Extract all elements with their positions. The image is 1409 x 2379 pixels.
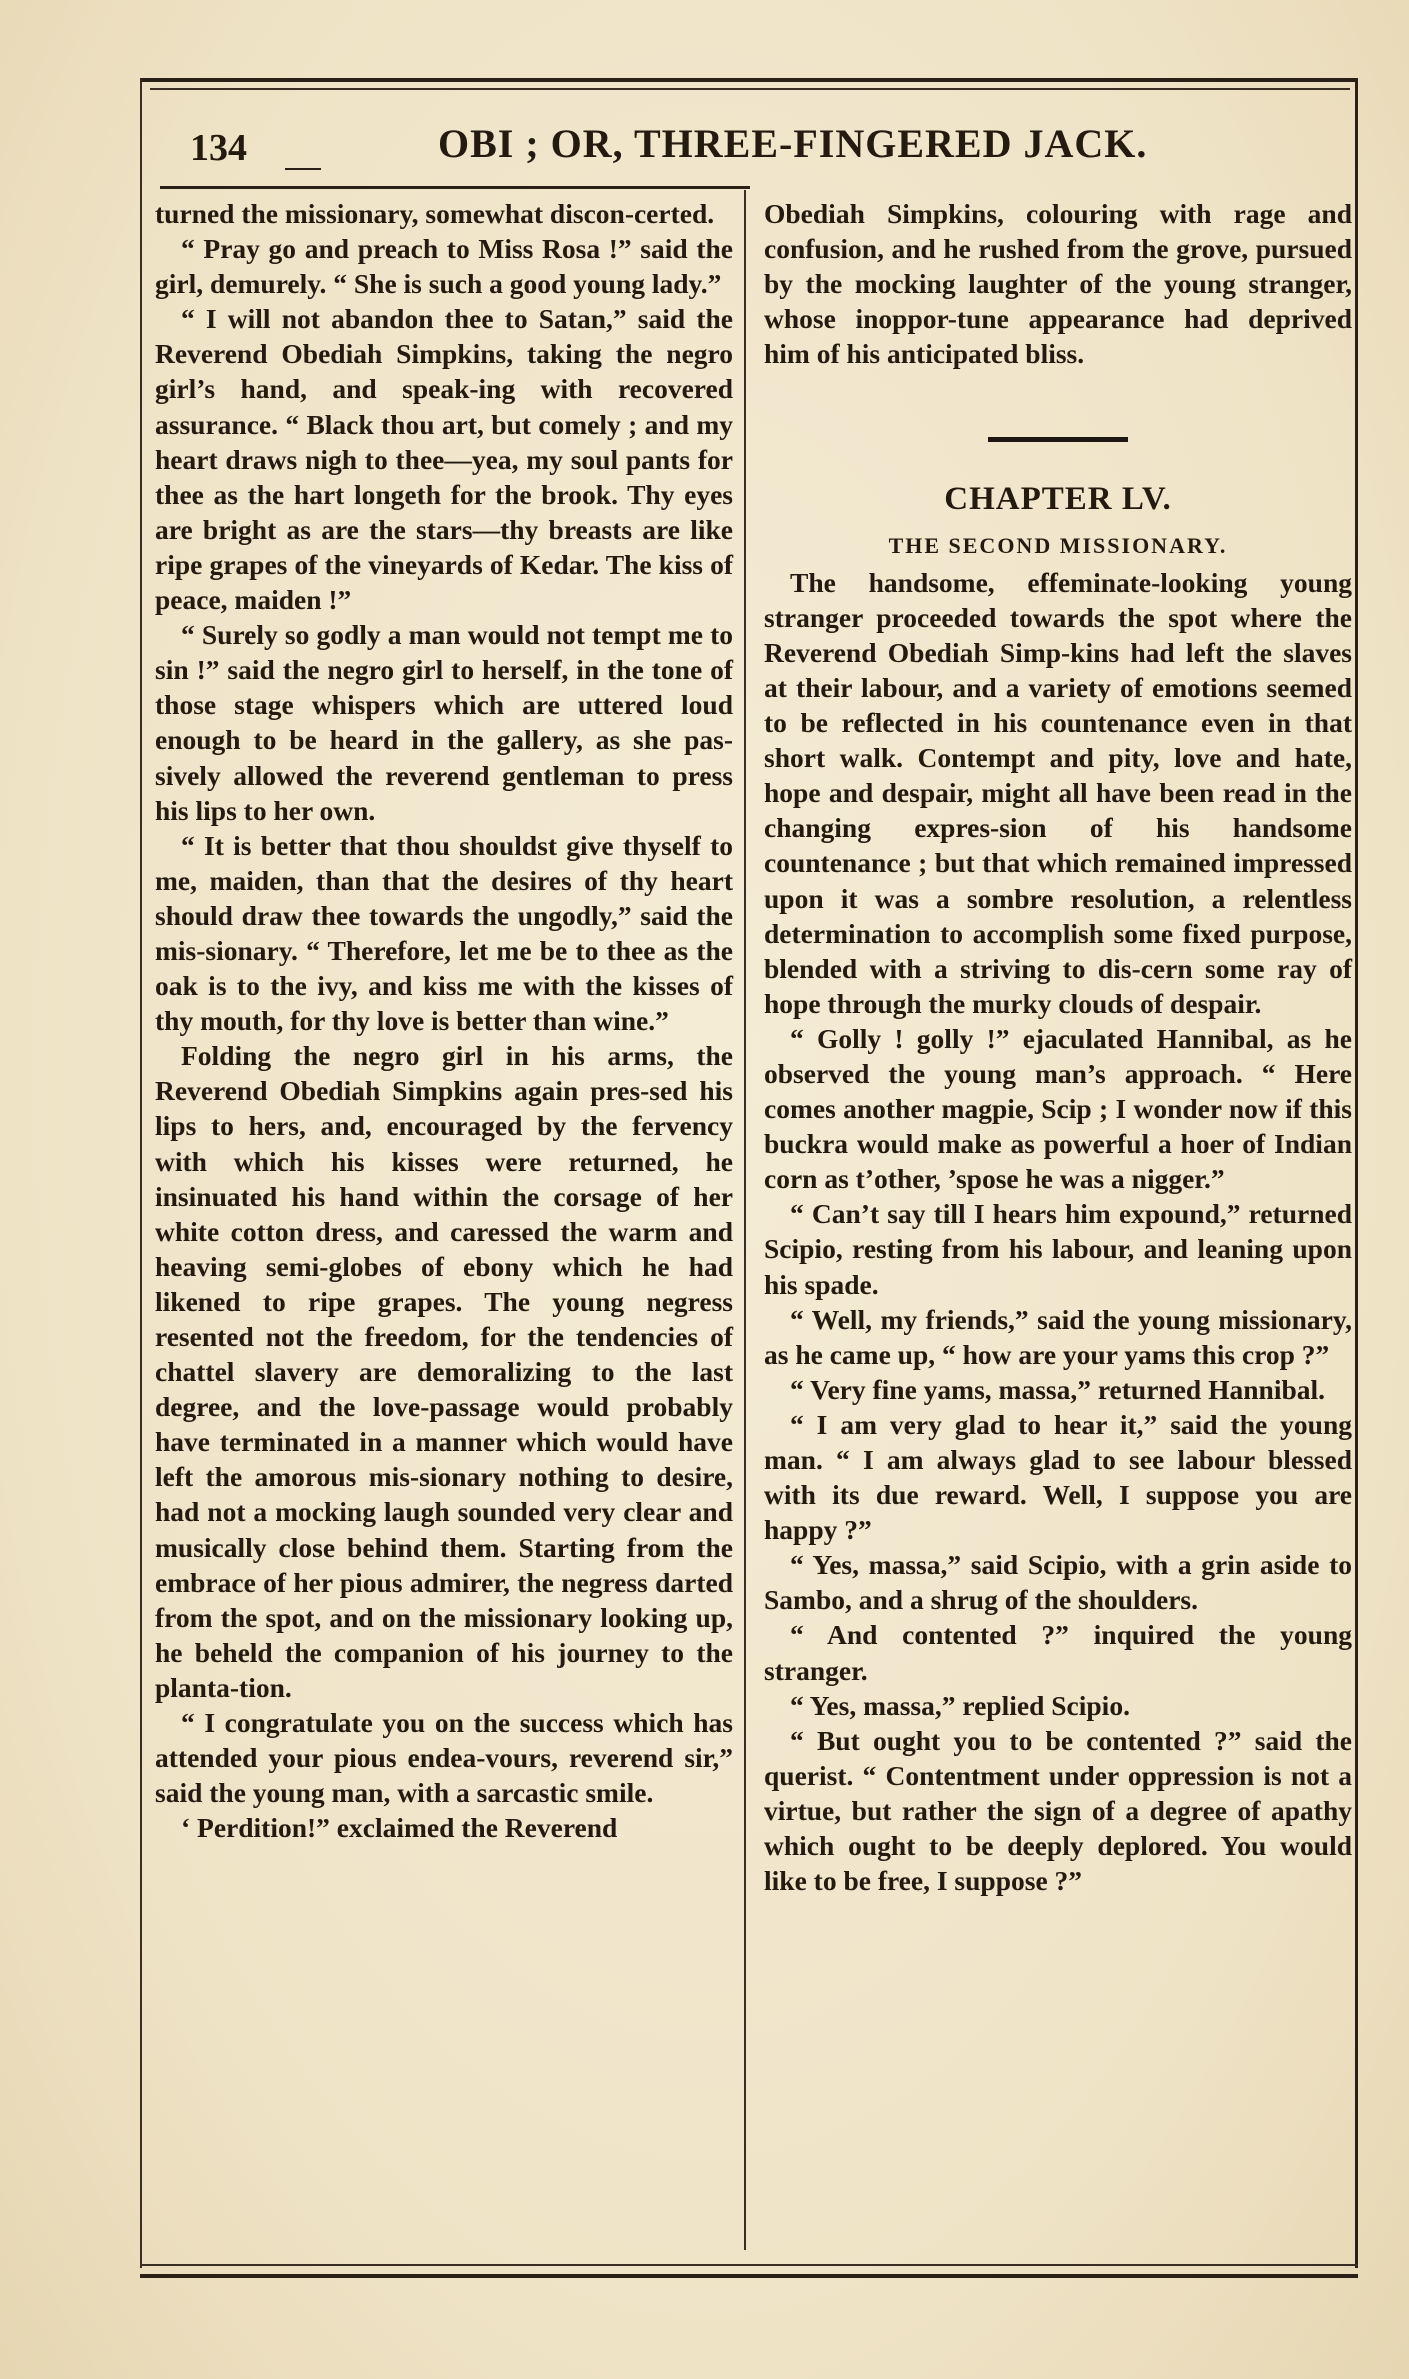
paragraph: “ It is better that thou shouldst give thyself to me, maiden, than that the desires of thy heart should draw thee towards the ungodly,” said the mis-sionary. “ Therefore, let me be to thee as the oak is to the ivy, and kiss me with the kisses of thy mouth, for thy love is better than wine.” (155, 829, 733, 1037)
paragraph: “ Pray go and preach to Miss Rosa !” said the girl, demurely. “ She is such a good young lady.” (155, 233, 733, 300)
chapter-title: CHAPTER LV. (944, 481, 1172, 518)
paragraph: “ Golly ! golly !” ejaculated Hannibal, as he observed the young man’s approach. “ Here comes another magpie, Scip ; I wonder now if this buckra would make as powerful a hoer of Indian corn as t’other, ’spose he was a nigger.” (764, 1022, 1352, 1195)
page-number: 134 (190, 127, 247, 169)
bottom-rule (140, 2264, 1358, 2266)
paragraph: “ Yes, massa,” replied Scipio. (790, 1689, 1130, 1721)
paragraph: Obediah Simpkins, colouring with rage and confusion, and he rushed from the grove, pursued by the mocking laughter of the young stranger, whose inoppor-tune appearance had deprived him of his anticipated bliss. (764, 198, 1352, 370)
paragraph: Folding the negro girl in his arms, the Reverend Obediah Simpkins again pres-sed his lips to hers, and, encouraged by the fervency with which his kisses were returned, he insinuated his hand within the corsage of her white cotton dress, and caressed the warm and heaving semi-globes of ebony which he had likened to ripe grapes. The young negress resented not the freedom, for the tendencies of chattel slavery are demoralizing to the last degree, and the love-passage would probably have terminated in a manner which would have left the amorous mis-sionary nothing to desire, had not a mocking laugh sounded very clear and musically close behind them. Starting from the embrace of her pious admirer, the negress darted from the spot, and on the missionary looking up, he beheld the companion of his journey to the planta-tion. (155, 1040, 733, 1703)
paragraph: turned the missionary, somewhat discon-certed. (155, 198, 715, 229)
paragraph: “ Very fine yams, massa,” returned Hannibal. (790, 1373, 1326, 1405)
paragraph: “ I congratulate you on the success which has attended your pious endea-vours, reverend sir,” said the young man, with a sarcastic smile. (155, 1707, 733, 1809)
paragraph: “ But ought you to be contented ?” said the querist. “ Contentment under oppression is not a virtue, but rather the sign of a degree of apathy which ought to be deeply deplored. You would like to be free, I suppose ?” (764, 1724, 1352, 1897)
top-rule (150, 88, 1350, 90)
paragraph: “ I am very glad to hear it,” said the young man. “ I am always glad to see labour blessed with its due reward. Well, I suppose you are happy ?” (764, 1408, 1352, 1546)
paragraph: “ Well, my friends,” said the young missionary, as he came up, “ how are your yams this crop ?” (764, 1303, 1352, 1370)
paragraph: “ And contented ?” inquired the young stranger. (764, 1619, 1352, 1686)
running-title: OBI ; OR, THREE-FINGERED JACK. (438, 121, 1148, 166)
paragraph: “ I will not abandon thee to Satan,” said the Reverend Obediah Simpkins, taking the negro girl’s hand, and speak-ing with recovered assurance. “ Black thou art, but comely ; and my heart draws nigh to thee—yea, my soul pants for thee as the hart longeth for the brook. Thy eyes are bright as are the stars—thy breasts are like ripe grapes of the vineyards of Kedar. The kiss of peace, maiden !” (155, 303, 733, 616)
column-divider (744, 190, 746, 2250)
paragraph: The handsome, effeminate-looking young stranger proceeded towards the spot where the Reverend Obediah Simp-kins had left the slaves at their labour, and a variety of emotions seemed to be reflected in his countenance even in that short walk. Contempt and pity, love and hate, hope and despair, might all have been read in the changing expres-sion of his handsome countenance ; but that which remained impressed upon it was a sombre resolution, a relentless determination to accomplish some fixed purpose, blended with a striving to dis-cern some ray of hope through the murky clouds of despair. (764, 566, 1352, 1019)
section-divider (988, 437, 1128, 442)
paragraph: “ Surely so godly a man would not tempt me to sin !” said the negro girl to herself, in the tone of those stage whispers which are uttered loud enough to be heard in the gallery, as she pas-sively allowed the reverend gentleman to press his lips to her own. (155, 619, 733, 826)
paragraph: ‘ Perdition!” exclaimed the Reverend (181, 1812, 618, 1844)
paragraph: “ Yes, massa,” said Scipio, with a grin aside to Sambo, and a shrug of the shoulders. (764, 1549, 1352, 1616)
header-dash (285, 168, 321, 170)
header-rule (160, 186, 750, 189)
paragraph: “ Can’t say till I hears him expound,” returned Scipio, resting from his labour, and leaning upon his spade. (764, 1198, 1352, 1300)
chapter-subtitle: THE SECOND MISSIONARY. (888, 532, 1228, 558)
bottom-rule-thick (140, 2274, 1358, 2278)
page-header (180, 118, 1330, 178)
right-column (764, 196, 1352, 1898)
left-column (155, 196, 733, 1845)
